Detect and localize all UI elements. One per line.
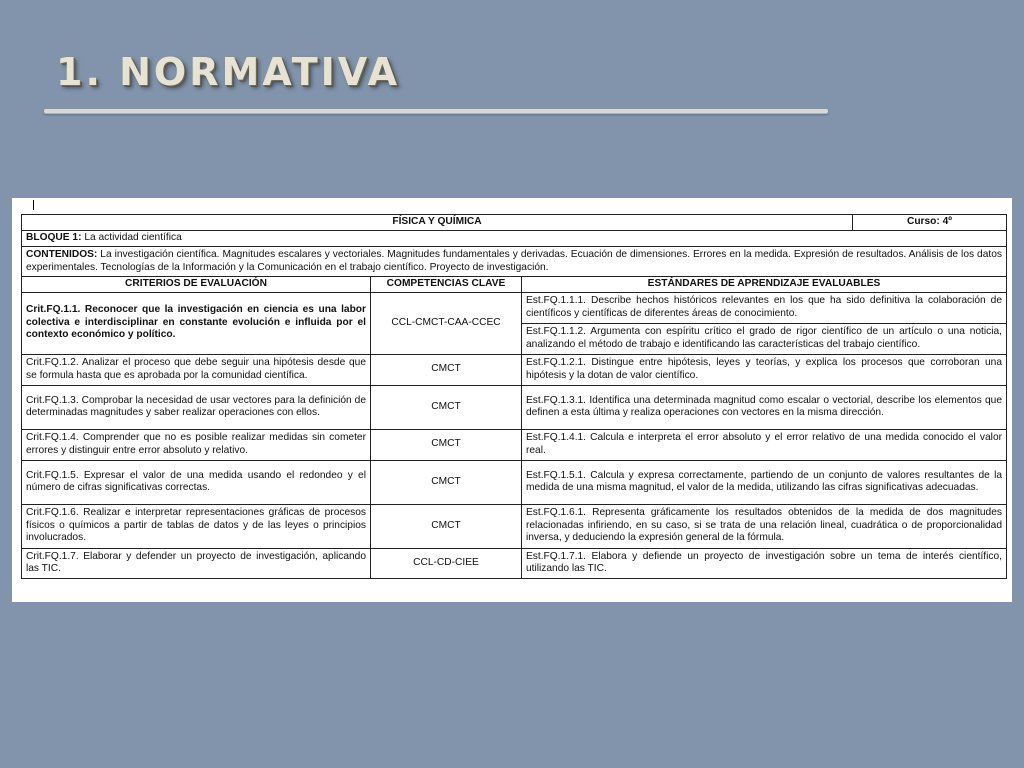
table-row: [22, 354, 1007, 385]
block-name: La actividad científica: [84, 232, 182, 244]
criterion-cell: Crit.FQ.1.6. Realizar e interpretar representaciones gráficas de procesos físicos o químicos a partir de tablas de datos y de las leyes o principios involucrados.: [22, 504, 371, 548]
competences-header: COMPETENCIAS CLAVE: [371, 277, 522, 293]
standard-cell: Est.FQ.1.1.1. Describe hechos históricos relevantes en los que ha sido definitiva la colaboración de científicos y científicas de diferentes áreas de conocimiento.: [522, 292, 1007, 323]
table-row: [22, 548, 1007, 578]
standard-cell: Est.FQ.1.1.2. Argumenta con espíritu crítico el grado de rigor científico de un artículo o una noticia, analizando el método de trabajo e identificando las características del trabajo científico.: [522, 323, 1007, 354]
contents-label: CONTENIDOS:: [26, 248, 98, 260]
curriculum-table: [21, 214, 1007, 579]
text-cursor-mark: [33, 200, 34, 210]
table-row: [22, 292, 1007, 323]
competence-cell: CMCT: [371, 460, 522, 504]
contents-row: [22, 247, 1007, 277]
criteria-header: CRITERIOS DE EVALUACIÓN: [22, 277, 371, 293]
table-row: [22, 385, 1007, 429]
block-label: BLOQUE 1:: [26, 232, 82, 244]
standard-cell: Est.FQ.1.3.1. Identifica una determinada magnitud como escalar o vectorial, describe los elementos que definen a esta última y realiza operaciones con vectores en la misma dirección.: [522, 385, 1007, 429]
subject-row: [22, 215, 1007, 231]
standard-cell: Est.FQ.1.6.1. Representa gráficamente los resultados obtenidos de la medida de dos magnitudes relacionadas infiriendo, en su caso, si se trata de una relación lineal, cuadrática o de proporcionalidad inversa, y deduciendo la expresión general de la fórmula.: [522, 504, 1007, 548]
title-underline: [44, 109, 828, 113]
contents-cell: [22, 247, 1007, 277]
contents-text: La investigación científica. Magnitudes escalares y vectoriales. Magnitudes fundamentales y derivadas. Ecuación de dimensiones. Errores en la medida. Expresión de resultados. Análisis de los datos experimentales. Tecnologías de la Información y la Comunicación en el trabajo científico. Proyecto de investigación.: [26, 248, 1002, 273]
course-heading: Curso: 4º: [853, 215, 1007, 231]
table-row: [22, 460, 1007, 504]
standard-cell: Est.FQ.1.5.1. Calcula y expresa correctamente, partiendo de un conjunto de valores resultantes de la medida de una misma magnitud, el valor de la medida, utilizando las cifras significativas adecuadas.: [522, 460, 1007, 504]
standards-header: ESTÁNDARES DE APRENDIZAJE EVALUABLES: [522, 277, 1007, 293]
criterion-cell: Crit.FQ.1.7. Elaborar y defender un proyecto de investigación, aplicando las TIC.: [22, 548, 371, 578]
block-row: [22, 231, 1007, 247]
criterion-cell: Crit.FQ.1.5. Expresar el valor de una medida usando el redondeo y el número de cifras significativas correctas.: [22, 460, 371, 504]
competence-cell: CMCT: [371, 354, 522, 385]
standard-cell: Est.FQ.1.2.1. Distingue entre hipótesis, leyes y teorías, y explica los procesos que corroboran una hipótesis y la dotan de valor científico.: [522, 354, 1007, 385]
block-cell: [22, 231, 1007, 247]
competence-cell: CMCT: [371, 429, 522, 460]
table-row: [22, 429, 1007, 460]
criterion-cell: Crit.FQ.1.2. Analizar el proceso que debe seguir una hipótesis desde que se formula hasta que es aprobada por la comunidad científica.: [22, 354, 371, 385]
table-row: [22, 504, 1007, 548]
standard-cell: Est.FQ.1.7.1. Elabora y defiende un proyecto de investigación sobre un tema de interés científico, utilizando las TIC.: [522, 548, 1007, 578]
competence-cell: CMCT: [371, 385, 522, 429]
competence-cell: CMCT: [371, 504, 522, 548]
criterion-cell: Crit.FQ.1.4. Comprender que no es posible realizar medidas sin cometer errores y distinguir entre error absoluto y relativo.: [22, 429, 371, 460]
criterion-cell: Crit.FQ.1.1. Reconocer que la investigación en ciencia es una labor colectiva e interdisciplinar en constante evolución e influida por el contexto económico y político.: [22, 292, 371, 354]
competence-cell: CCL-CD-CIEE: [371, 548, 522, 578]
curriculum-table-image: [12, 198, 1012, 602]
column-header-row: [22, 277, 1007, 293]
standard-cell: Est.FQ.1.4.1. Calcula e interpreta el error absoluto y el error relativo de una medida conocido el valor real.: [522, 429, 1007, 460]
competence-cell: CCL-CMCT-CAA-CCEC: [371, 292, 522, 354]
criterion-cell: Crit.FQ.1.3. Comprobar la necesidad de usar vectores para la definición de determinadas magnitudes y saber realizar operaciones con ellos.: [22, 385, 371, 429]
subject-heading: FÍSICA Y QUÍMICA: [22, 215, 853, 231]
slide-title: 1. NORMATIVA: [56, 50, 401, 94]
